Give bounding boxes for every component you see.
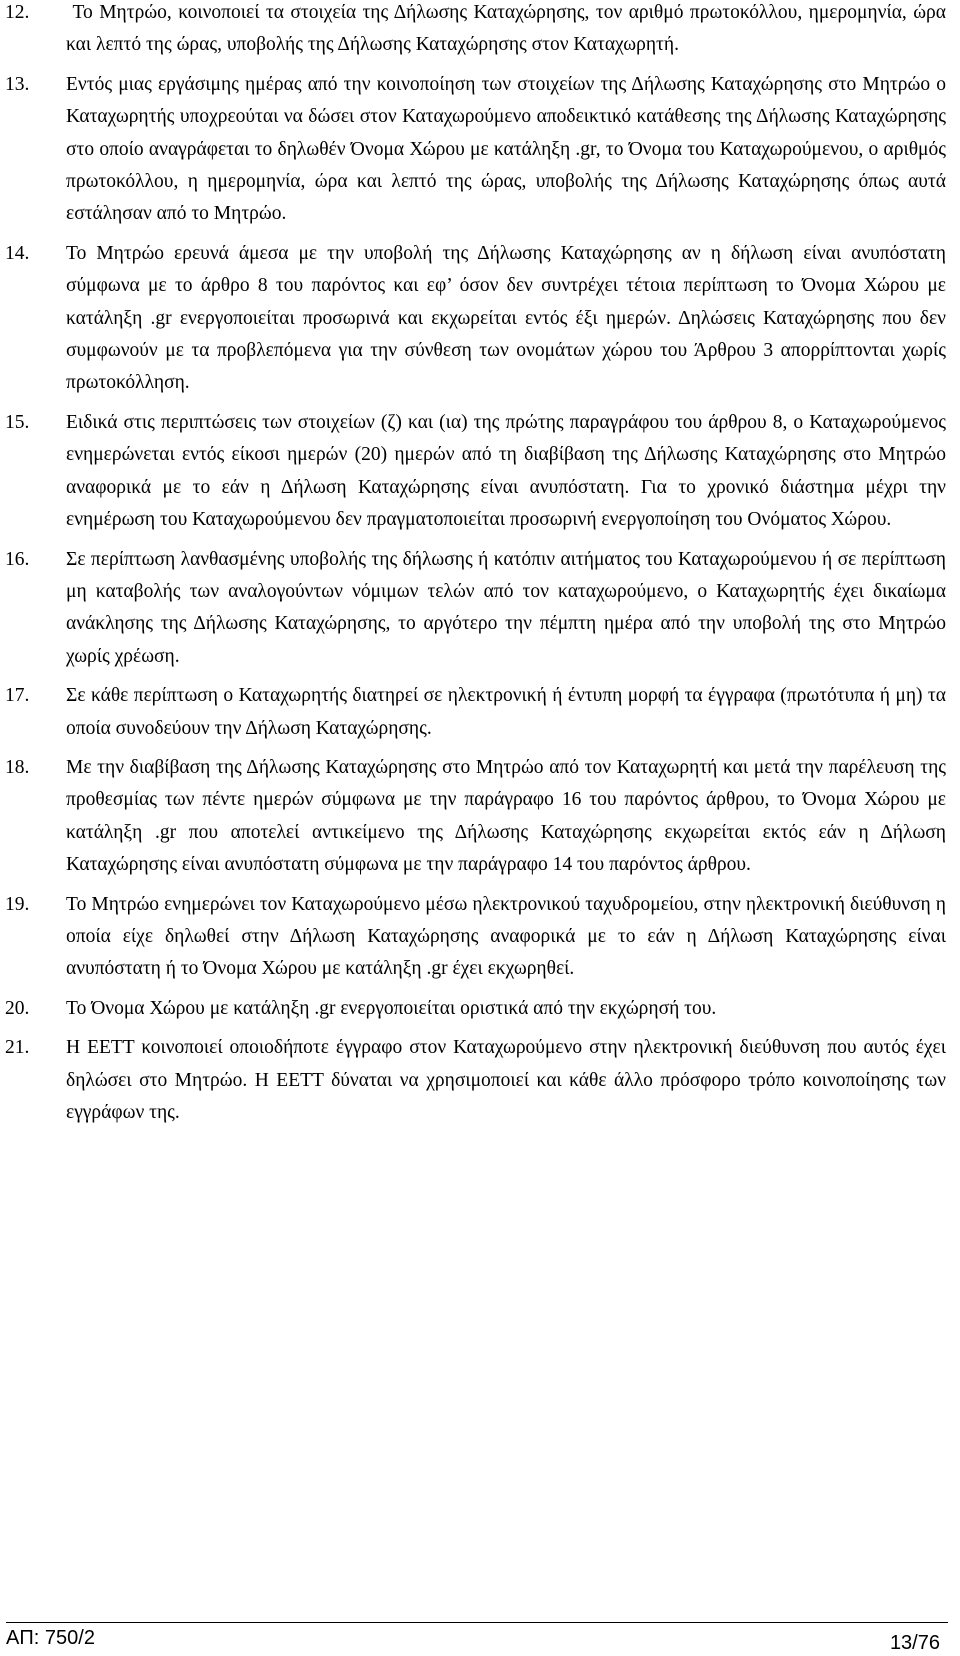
paragraph-item-17 — [0, 680, 960, 745]
footer-divider — [6, 1622, 948, 1623]
paragraph-number: 18. — [5, 756, 30, 778]
page-number: 13/76 — [889, 1632, 940, 1654]
paragraph-text: Ειδικά στις περιπτώσεις των στοιχείων (ζ) και (ια) της πρώτης παραγράφου του άρθρου 8, ο Καταχωρούμενος ενημερώνεται εντός είκοσι ημερών (20) ημερών από τη διαβίβαση της Δήλωσης Καταχώρησης στο Μητρώο αναφορικά με το εάν η Δήλωση Καταχώρησης είναι ανυπόστατη. Για το χρονικό διάστημα μέχρι την ενημέρωση του Καταχωρούμενου δεν πραγματοποιείται προσωρινή ενεργοποίηση του Ονόματος Χώρου. — [66, 411, 946, 531]
paragraph-text: Σε κάθε περίπτωση ο Καταχωρητής διατηρεί σε ηλεκτρονική ή έντυπη μορφή τα έγγραφα (πρωτότυπα ή μη) τα οποία συνοδεύουν την Δήλωση Καταχώρησης. — [66, 685, 946, 739]
paragraph-item-18 — [0, 752, 960, 882]
paragraph-text: Το Όνομα Χώρου με κατάληξη .gr ενεργοποιείται οριστικά από την εκχώρησή του. — [66, 997, 717, 1019]
paragraph-text: Σε περίπτωση λανθασμένης υποβολής της δήλωσης ή κατόπιν αιτήματος του Καταχωρούμενου ή σε περίπτωση μη καταβολής των αναλογούντων νόμιμων τελών από τον καταχωρούμενο, ο Καταχωρητής έχει δικαίωμα ανάκλησης της Δήλωσης Καταχώρησης, το αργότερο την πέμπτη ημέρα από την υποβολή της στο Μητρώο χωρίς χρέωση. — [66, 548, 946, 667]
paragraph-text: Εντός μιας εργάσιμης ημέρας από την κοινοποίηση των στοιχείων της Δήλωσης Καταχώρησης στο Μητρώο ο Καταχωρητής υποχρεούται να δώσει στον Καταχωρούμενο αποδεικτικό κατάθεσης της Δήλωσης Καταχώρησης στο οποίο αναγράφεται το δηλωθέν Όνομα Χώρου με κατάληξη .gr, το Όνομα του Καταχωρούμενου, ο αριθμός πρωτοκόλλου, η ημερομηνία, ώρα και λεπτό της ώρας, υποβολής της Δήλωσης Καταχώρησης όπως αυτά εστάλησαν από το Μητρώο. — [66, 73, 946, 225]
paragraph-text: Με την διαβίβαση της Δήλωσης Καταχώρησης στο Μητρώο από τον Καταχωρητή και μετά την παρέλευση της προθεσμίας των πέντε ημερών σύμφωνα με την παράγραφο 16 του παρόντος άρθρου, το Όνομα Χώρου με κατάληξη .gr που αποτελεί αντικείμενο της Δήλωσης Καταχώρησης εκχωρείται εκτός εάν η Δήλωση Καταχώρησης είναι ανυπόστατη σύμφωνα με την παράγραφο 14 του παρόντος άρθρου. — [66, 756, 946, 876]
paragraph-text: Το Μητρώο ενημερώνει τον Καταχωρούμενο μέσω ηλεκτρονικού ταχυδρομείου, στην ηλεκτρονική διεύθυνση η οποία είχε δηλωθεί στην Δήλωση Καταχώρησης αναφορικά με το εάν η Δήλωση Καταχώρησης είναι ανυπόστατη ή το Όνομα Χώρου με κατάληξη .gr έχει εκχωρηθεί. — [66, 893, 946, 980]
paragraph-number: 21. — [5, 1037, 30, 1059]
paragraph-item-15 — [0, 407, 960, 537]
paragraph-item-13 — [0, 69, 960, 231]
paragraph-item-16 — [0, 544, 960, 674]
paragraph-item-12 — [0, 0, 960, 62]
paragraph-text: Το Μητρώο ερευνά άμεσα με την υποβολή της Δήλωσης Καταχώρησης αν η δήλωση είναι ανυπόστατη σύμφωνα με το άρθρο 8 του παρόντος και εφ’ όσον δεν συντρέχει τέτοια περίπτωση το Όνομα Χώρου με κατάληξη .gr ενεργοποιείται προσωρινά και εκχωρείται εντός έξι ημερών. Δηλώσεις Καταχώρησης που δεν συμφωνούν με τα προβλεπόμενα για την σύνθεση των ονομάτων χώρου του Άρθρου 3 απορρίπτονται χωρίς πρωτοκόλληση. — [66, 242, 946, 394]
paragraph-item-21 — [0, 1032, 960, 1129]
paragraph-number: 15. — [5, 411, 30, 433]
paragraph-text: Το Μητρώο, κοινοποιεί τα στοιχεία της Δήλωσης Καταχώρησης, τον αριθμό πρωτοκόλλου, ημερομηνία, ώρα και λεπτό της ώρας, υποβολής της Δήλωσης Καταχώρησης στον Καταχωρητή. — [66, 2, 951, 56]
paragraph-item-14 — [0, 238, 960, 400]
paragraph-item-19 — [0, 889, 960, 986]
paragraph-number: 13. — [5, 73, 30, 95]
paragraph-number: 19. — [5, 893, 30, 915]
paragraph-number: 16. — [5, 548, 30, 570]
paragraph-number: 12. — [5, 2, 30, 23]
paragraph-text: Η ΕΕΤΤ κοινοποιεί οποιοδήποτε έγγραφο στον Καταχωρούμενο στην ηλεκτρονική διεύθυνση που αυτός έχει δηλώσει στο Μητρώο. Η ΕΕΤΤ δύναται να χρησιμοποιεί και κάθε άλλο πρόσφορο τρόπο κοινοποίησης των εγγράφων της. — [66, 1037, 946, 1123]
paragraph-item-20 — [0, 993, 960, 1025]
paragraph-number: 20. — [5, 997, 30, 1019]
paragraph-number: 17. — [5, 685, 30, 707]
footer-reference: ΑΠ: 750/2 — [6, 1627, 95, 1649]
paragraph-number: 14. — [5, 242, 30, 264]
